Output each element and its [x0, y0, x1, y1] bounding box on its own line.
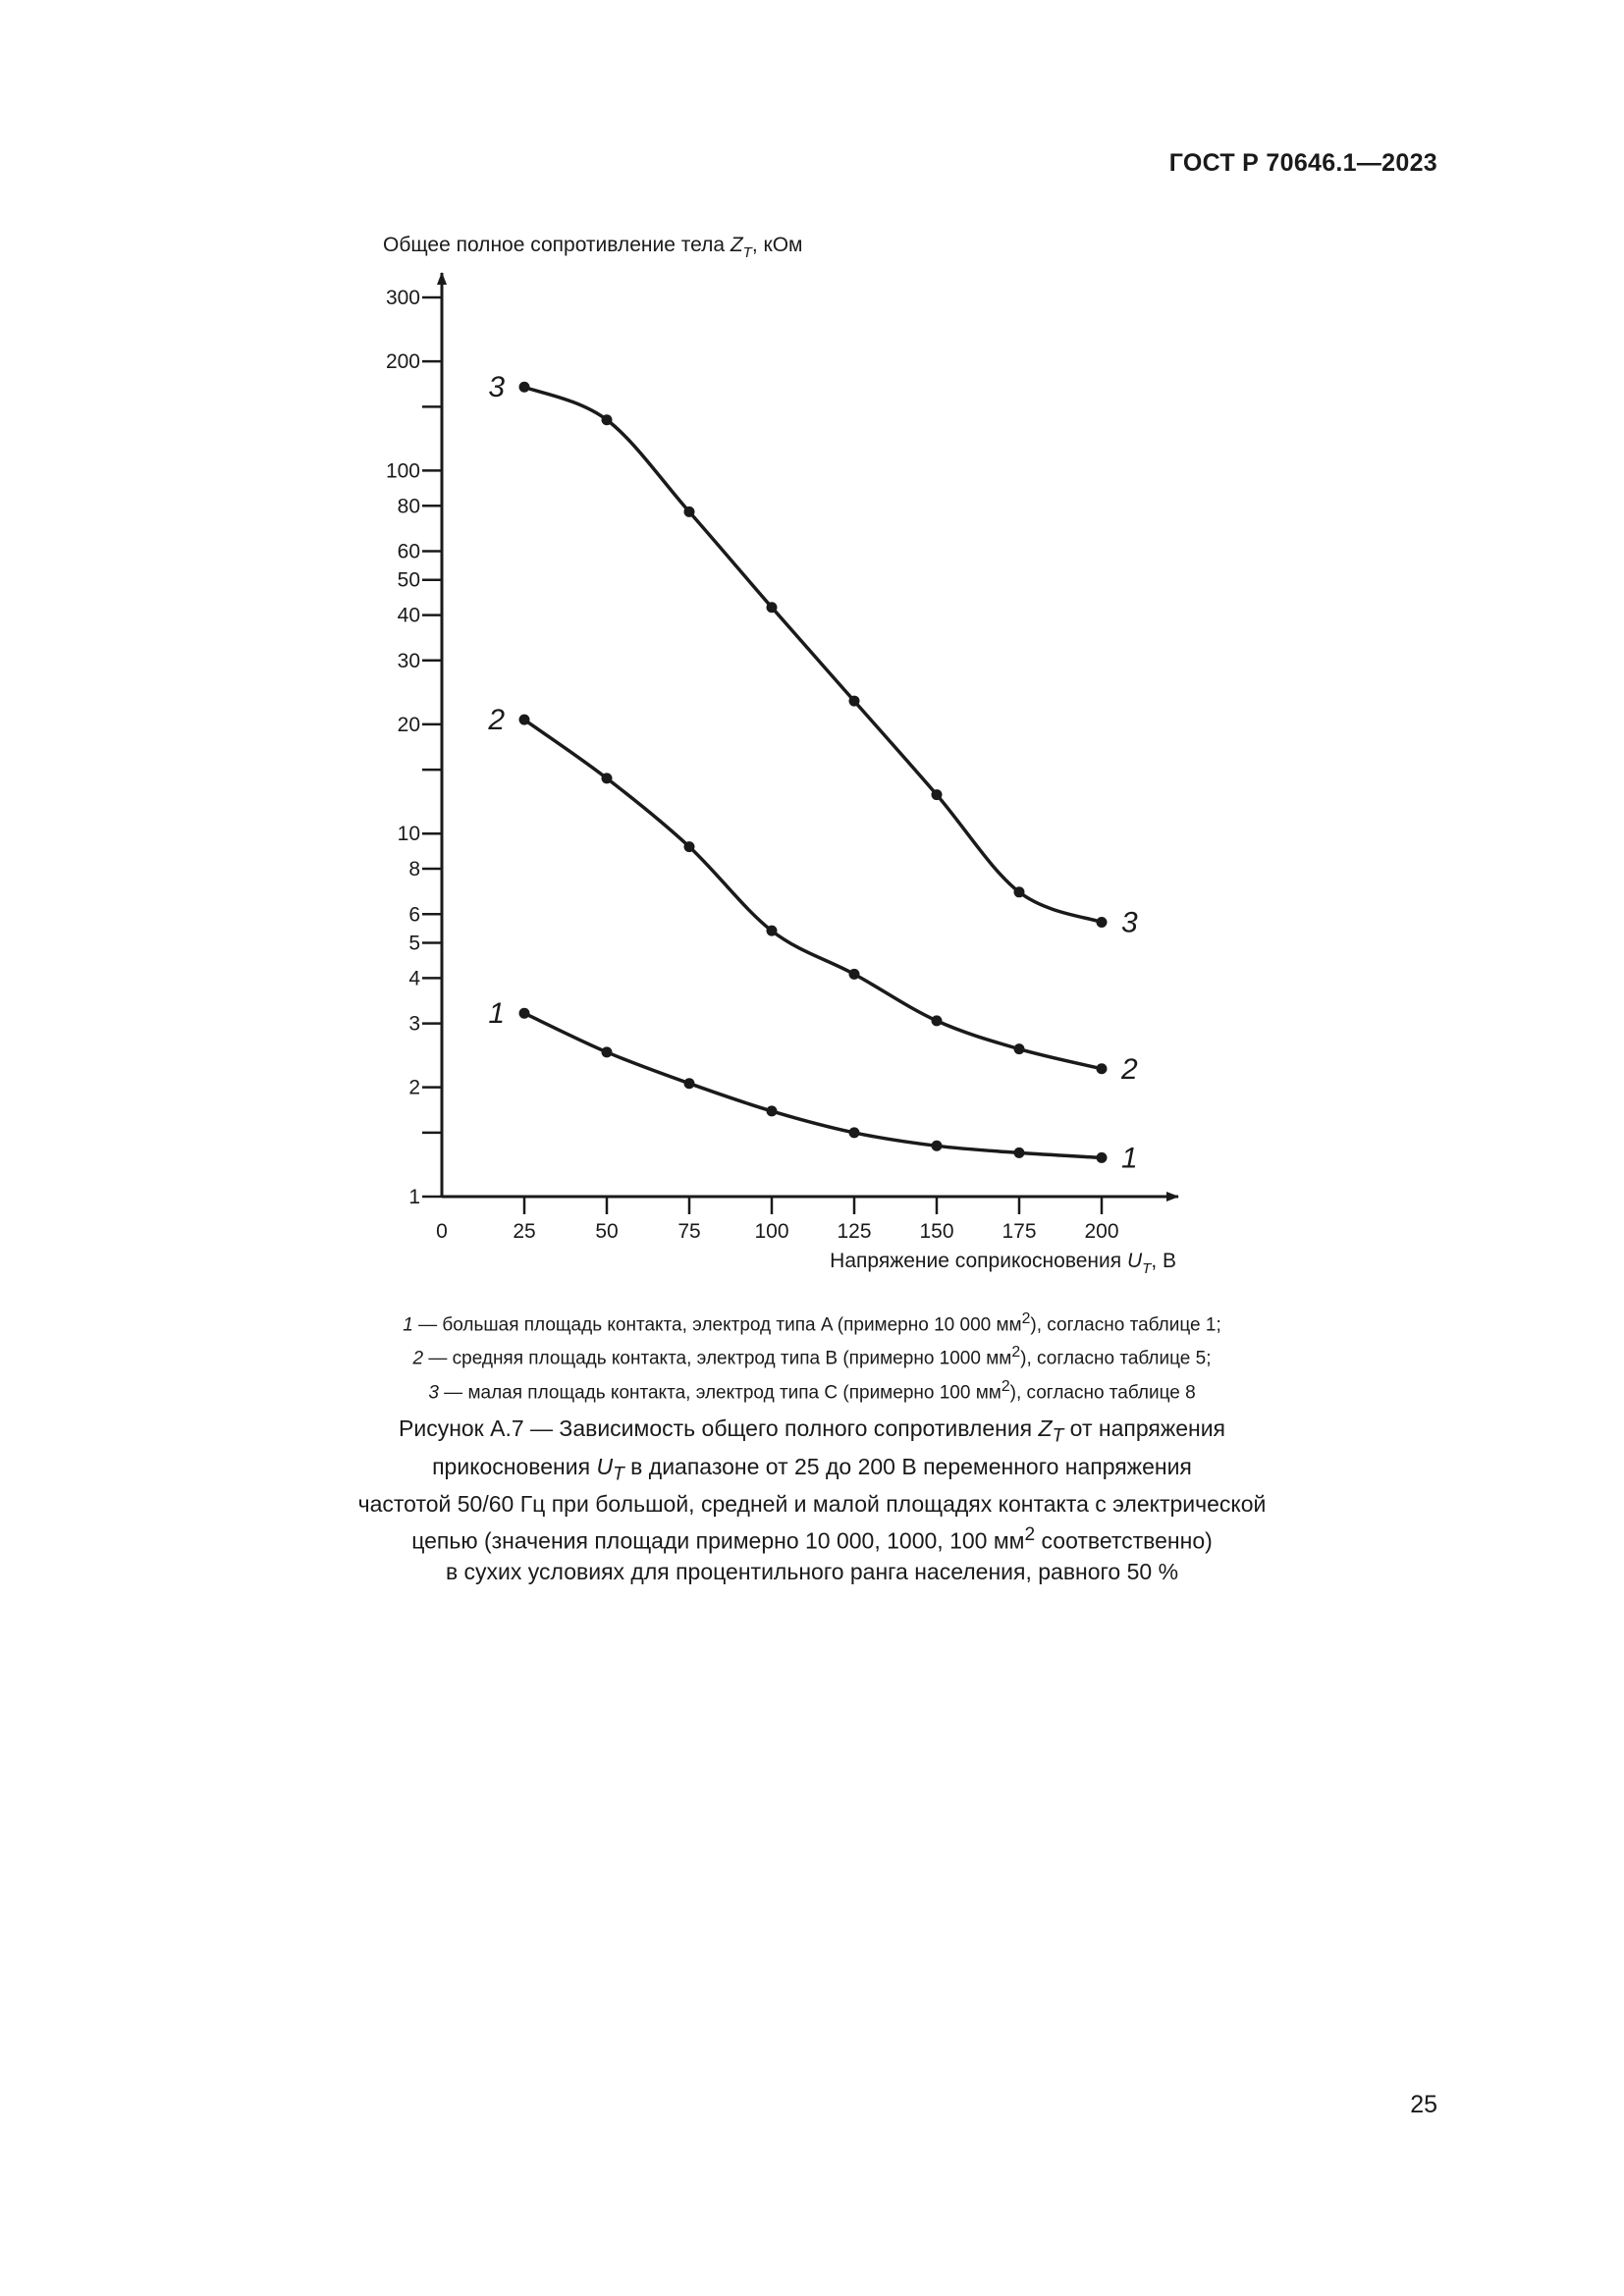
y-tick-label-8: 8: [408, 858, 420, 881]
y-tick-label-5: 5: [408, 932, 420, 955]
y-tick-label-10: 10: [397, 823, 420, 846]
caption-line-3: частотой 50/60 Гц при большой, средней и малой площадях контакта с электрической: [357, 1491, 1267, 1518]
x-tick-label-150: 150: [919, 1220, 954, 1243]
x-tick-label-0: 0: [436, 1220, 448, 1243]
curve-label-end-1: 1: [1121, 1142, 1138, 1175]
caption-line-2: прикосновения $U_T$ в диапазоне от 25 до 200 В переменного напряжения: [432, 1453, 1192, 1485]
point-3-125: [849, 696, 860, 707]
point-3-25: [519, 382, 530, 393]
curve-3: [524, 387, 1102, 922]
curve-label-start-1: 1: [488, 997, 505, 1031]
x-tick-label-175: 175: [1001, 1220, 1037, 1243]
x-axis-title: Напряжение соприкосновения $U_T$, В: [830, 1250, 1176, 1277]
y-axis-title: Общее полное сопротивление тела $Z_T$, кОм: [383, 234, 803, 261]
point-3-175: [1014, 886, 1025, 897]
x-tick-label-50: 50: [595, 1220, 619, 1243]
point-2-50: [602, 773, 613, 783]
point-1-200: [1097, 1152, 1108, 1163]
x-tick-label-200: 200: [1084, 1220, 1119, 1243]
y-tick-label-20: 20: [397, 713, 420, 736]
curve-label-start-2: 2: [488, 704, 505, 737]
point-3-150: [932, 789, 943, 800]
page-number: 25: [1410, 2091, 1437, 2118]
document-header: ГОСТ Р 70646.1—2023: [1168, 149, 1437, 177]
y-tick-label-300: 300: [385, 287, 420, 309]
point-2-125: [849, 969, 860, 980]
y-tick-label-1: 1: [408, 1186, 420, 1208]
caption-line-1: Рисунок A.7 — Зависимость общего полного сопротивления $Z_T$ от напряжения: [399, 1415, 1225, 1447]
y-tick-label-4: 4: [408, 967, 420, 990]
point-1-75: [684, 1078, 695, 1089]
point-3-75: [684, 507, 695, 517]
x-tick-label-25: 25: [513, 1220, 536, 1243]
curve-label-end-3: 3: [1121, 906, 1138, 939]
y-tick-label-100: 100: [385, 459, 420, 483]
y-tick-label-80: 80: [397, 495, 420, 518]
curve-label-end-2: 2: [1121, 1052, 1138, 1086]
point-3-200: [1097, 917, 1108, 928]
point-1-100: [767, 1105, 778, 1116]
x-tick-label-125: 125: [837, 1220, 872, 1243]
curve-label-start-3: 3: [488, 371, 505, 404]
legend-item-3: 3 — малая площадь контакта, электрод типа C (примерно 100 $мм^2$), согласно таблице 8: [428, 1377, 1196, 1403]
y-tick-label-40: 40: [397, 604, 420, 627]
y-tick-label-200: 200: [385, 350, 420, 374]
point-3-100: [767, 602, 778, 613]
caption-line-4: цепью (значения площади примерно 10 000, 1000, 100 $мм^2$ соответственно): [411, 1524, 1213, 1554]
figure-legend: [0, 1306, 1624, 1407]
x-tick-label-75: 75: [677, 1220, 701, 1243]
point-2-200: [1097, 1063, 1108, 1074]
point-1-175: [1014, 1148, 1025, 1158]
point-2-175: [1014, 1043, 1025, 1054]
y-tick-label-2: 2: [408, 1076, 420, 1099]
y-tick-label-60: 60: [397, 540, 420, 563]
y-tick-label-6: 6: [408, 903, 420, 927]
curve-1: [524, 1013, 1102, 1157]
point-1-150: [932, 1141, 943, 1151]
point-3-50: [602, 414, 613, 425]
point-1-25: [519, 1008, 530, 1019]
legend-item-2: 2 — средняя площадь контакта, электрод типа B (примерно 1000 $мм^2$), согласно таблице 5;: [412, 1344, 1212, 1369]
y-tick-label-50: 50: [397, 568, 420, 592]
point-1-50: [602, 1046, 613, 1057]
legend-item-1: 1 — большая площадь контакта, электрод типа A (примерно 10 000 $мм^2$), согласно таблице 1;: [403, 1310, 1221, 1336]
point-1-125: [849, 1127, 860, 1138]
y-tick-label-30: 30: [397, 649, 420, 672]
point-2-25: [519, 715, 530, 725]
figure-caption: [0, 1414, 1624, 1587]
x-tick-label-100: 100: [754, 1220, 789, 1243]
point-2-100: [767, 926, 778, 936]
point-2-75: [684, 841, 695, 852]
point-2-150: [932, 1015, 943, 1026]
caption-line-5: в сухих условиях для процентильного ранга населения, равного 50 %: [445, 1558, 1179, 1584]
y-tick-label-3: 3: [408, 1012, 420, 1036]
